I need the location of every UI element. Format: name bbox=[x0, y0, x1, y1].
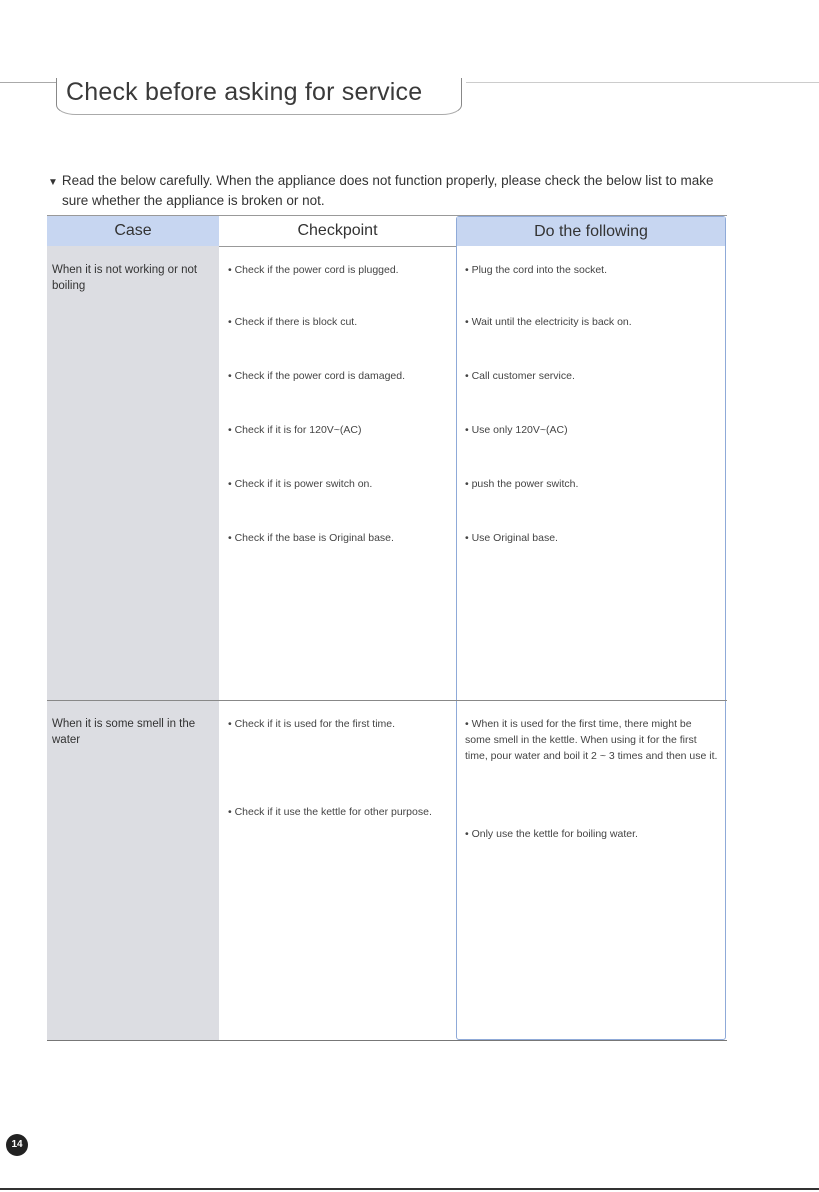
triangle-down-icon: ▼ bbox=[48, 177, 58, 188]
checkpoint-cell: • Check if there is block cut. bbox=[228, 316, 358, 328]
intro-line-2: sure whether the appliance is broken or not. bbox=[62, 193, 325, 208]
checkpoint-cell: • Check if it use the kettle for other purpose. bbox=[228, 806, 432, 818]
table-bottom-rule bbox=[47, 1040, 727, 1041]
footer-rule bbox=[0, 1188, 819, 1190]
case-column bbox=[47, 216, 219, 1040]
action-cell: • When it is used for the first time, there might be some smell in the kettle. When using it for the first time, pour water and boil it 2 ~ 3 times and then use it. bbox=[465, 718, 718, 762]
action-cell: • push the power switch. bbox=[465, 478, 579, 490]
checkpoint-cell: • Check if the base is Original base. bbox=[228, 532, 394, 544]
header-rule bbox=[219, 246, 456, 247]
action-cell: • Plug the cord into the socket. bbox=[465, 264, 608, 276]
page-title: Check before asking for service bbox=[66, 78, 423, 106]
title-rule-right bbox=[466, 82, 819, 83]
header-do-following: Do the following bbox=[457, 217, 725, 246]
header-checkpoint: Checkpoint bbox=[297, 222, 378, 239]
header-case: Case bbox=[47, 216, 219, 246]
page-number-badge: 14 bbox=[6, 1134, 28, 1156]
intro-line-1: Read the below carefully. When the appliance does not function properly, please check the below list to make bbox=[61, 173, 714, 188]
action-cell: • Use only 120V~(AC) bbox=[465, 424, 568, 436]
action-cell: • Call customer service. bbox=[465, 370, 575, 382]
checkpoint-cell: • Check if the power cord is plugged. bbox=[228, 264, 399, 276]
checkpoint-cell: • Check if it is used for the first time. bbox=[228, 718, 396, 730]
checkpoint-cell: • Check if it is for 120V~(AC) bbox=[228, 424, 362, 436]
intro-text bbox=[48, 172, 768, 210]
case-smell-in-water: When it is some smell in the water bbox=[52, 718, 196, 746]
do-column bbox=[456, 216, 726, 1040]
case-not-working: When it is not working or not boiling bbox=[52, 264, 198, 292]
action-cell: • Wait until the electricity is back on. bbox=[465, 316, 632, 328]
action-cell: • Use Original base. bbox=[465, 532, 558, 544]
action-cell: • Only use the kettle for boiling water. bbox=[465, 828, 638, 840]
title-rule-left bbox=[0, 82, 56, 83]
checkpoint-cell: • Check if it is power switch on. bbox=[228, 478, 373, 490]
checkpoint-cell: • Check if the power cord is damaged. bbox=[228, 370, 406, 382]
group-divider bbox=[47, 700, 727, 701]
